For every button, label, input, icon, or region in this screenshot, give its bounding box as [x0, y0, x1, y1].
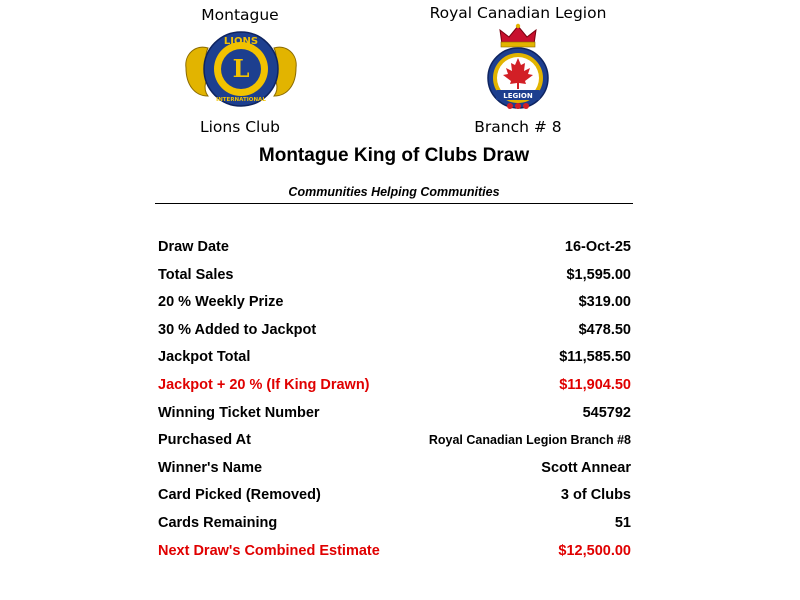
- row-purchased-at: [158, 427, 631, 455]
- row-winner-name: [158, 455, 631, 483]
- row-label: Jackpot Total: [158, 349, 251, 366]
- poppy-icon: [523, 103, 529, 109]
- row-value: $1,595.00: [566, 266, 631, 283]
- row-cards-remaining: [158, 510, 631, 538]
- lions-emblem-bottom-text: INTERNATIONAL: [216, 97, 266, 103]
- crown-icon: [500, 24, 536, 47]
- row-value: $11,585.50: [559, 349, 631, 366]
- lions-club-bottom-label: Lions Club: [199, 118, 281, 136]
- row-value: $319.00: [578, 294, 631, 311]
- row-value: $478.50: [578, 321, 631, 338]
- row-label: Cards Remaining: [158, 514, 278, 531]
- row-value: $11,904.50: [559, 376, 631, 393]
- row-value: $12,500.00: [558, 542, 631, 559]
- draw-results-table: [158, 234, 631, 565]
- page-title: Montague King of Clubs Draw: [258, 145, 530, 166]
- poppy-icon: [507, 103, 513, 109]
- title-divider: [155, 203, 633, 204]
- row-winning-ticket: [158, 400, 631, 428]
- row-label: Jackpot + 20 % (If King Drawn): [158, 376, 370, 393]
- row-value: Royal Canadian Legion Branch #8: [428, 433, 631, 448]
- row-weekly-prize: [158, 289, 631, 317]
- row-label: Total Sales: [158, 266, 234, 283]
- row-value: 545792: [582, 404, 631, 421]
- row-label: 20 % Weekly Prize: [158, 294, 284, 311]
- row-value: Scott Annear: [541, 459, 631, 476]
- row-added-to-jackpot: [158, 317, 631, 345]
- poppy-icon: [515, 103, 521, 109]
- lions-emblem-letter: L: [232, 54, 250, 83]
- row-draw-date: [158, 234, 631, 262]
- row-jackpot-if-king: [158, 372, 631, 400]
- row-value: 16-Oct-25: [564, 239, 631, 255]
- row-card-picked: [158, 482, 631, 510]
- lions-emblem-top-text: LIONS: [223, 36, 259, 47]
- lions-club-logo: [182, 26, 300, 112]
- row-label: 30 % Added to Jackpot: [158, 321, 317, 338]
- row-label: Winner's Name: [158, 459, 263, 476]
- row-label: Purchased At: [158, 432, 251, 449]
- royal-canadian-legion-logo: [480, 20, 556, 116]
- lions-club-top-label: Montague: [201, 6, 279, 24]
- legion-bottom-label: Branch # 8: [474, 118, 562, 136]
- row-label: Next Draw's Combined Estimate: [158, 542, 380, 559]
- row-value: 3 of Clubs: [560, 487, 631, 504]
- row-label: Winning Ticket Number: [158, 404, 320, 421]
- row-label: Draw Date: [158, 239, 229, 255]
- legion-banner-text: LEGION: [503, 92, 533, 100]
- row-value: 51: [614, 514, 631, 531]
- row-jackpot-total: [158, 344, 631, 372]
- row-label: Card Picked (Removed): [158, 487, 321, 504]
- row-next-draw-estimate: [158, 538, 631, 566]
- row-total-sales: [158, 262, 631, 290]
- legion-top-label: Royal Canadian Legion: [429, 4, 607, 22]
- page-subtitle: Communities Helping Communities: [288, 185, 500, 199]
